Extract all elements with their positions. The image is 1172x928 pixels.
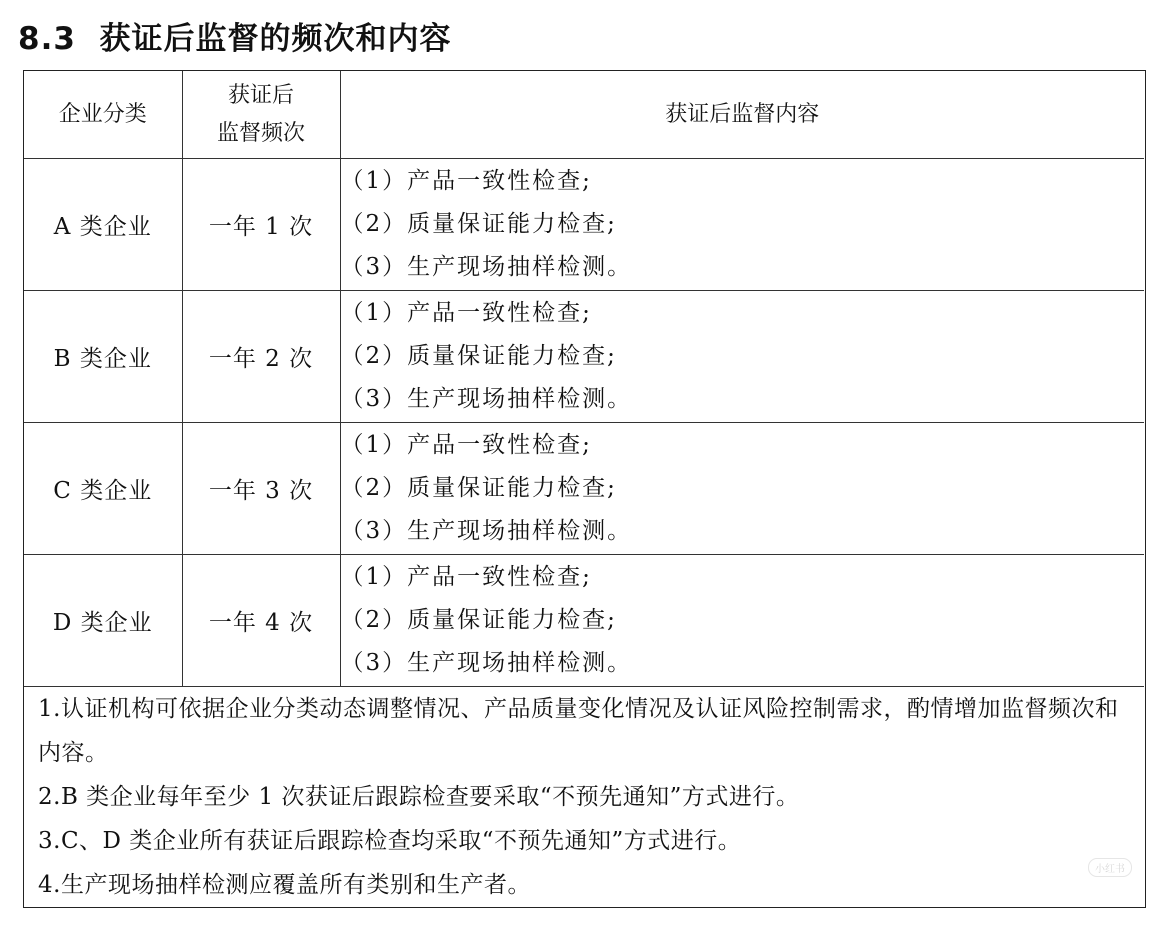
category-cell: D 类企业 — [24, 555, 182, 687]
category-cell: A 类企业 — [24, 159, 182, 291]
content-item: （3）生产现场抽样检测。 — [340, 650, 633, 676]
table-header-row — [24, 71, 1144, 159]
content-item: （2）质量保证能力检查; — [340, 475, 617, 501]
header-frequency-line1: 获证后 — [227, 82, 294, 108]
notes-section — [24, 687, 1144, 907]
note-1: 1.认证机构可依据企业分类动态调整情况、产品质量变化情况及认证风险控制需求，酌情增加监督频次和内容。 — [38, 696, 1119, 766]
frequency-cell: 一年 2 次 — [182, 291, 340, 423]
supervision-table — [24, 71, 1144, 687]
content-item: （2）质量保证能力检查; — [340, 607, 617, 633]
content-item: （3）生产现场抽样检测。 — [340, 518, 633, 544]
frequency-cell: 一年 1 次 — [182, 159, 340, 291]
watermark-logo: 小红书 — [1088, 858, 1132, 877]
content-item: （1）产品一致性检查; — [340, 168, 592, 194]
category-cell: C 类企业 — [24, 423, 182, 555]
table-row — [24, 159, 1144, 291]
header-frequency-line2: 监督频次 — [216, 120, 305, 146]
content-item: （1）产品一致性检查; — [340, 300, 592, 326]
content-cell — [340, 291, 1144, 423]
content-item: （1）产品一致性检查; — [340, 432, 592, 458]
frequency-cell: 一年 4 次 — [182, 555, 340, 687]
content-item: （3）生产现场抽样检测。 — [340, 254, 633, 280]
content-cell — [340, 423, 1144, 555]
supervision-table-frame — [23, 70, 1146, 908]
content-item: （2）质量保证能力检查; — [340, 211, 617, 237]
content-item: （2）质量保证能力检查; — [340, 343, 617, 369]
section-heading — [18, 14, 452, 64]
content-item: （1）产品一致性检查; — [340, 564, 592, 590]
header-content: 获证后监督内容 — [340, 71, 1144, 159]
note-3: 3.C、D 类企业所有获证后跟踪检查均采取“不预先通知”方式进行。 — [38, 828, 742, 854]
content-item: （3）生产现场抽样检测。 — [340, 386, 633, 412]
category-cell: B 类企业 — [24, 291, 182, 423]
header-frequency — [182, 71, 340, 159]
table-row — [24, 291, 1144, 423]
content-cell — [340, 555, 1144, 687]
table-row — [24, 423, 1144, 555]
section-number: 8.3 — [18, 21, 76, 57]
note-2: 2.B 类企业每年至少 1 次获证后跟踪检查要采取“不预先通知”方式进行。 — [38, 784, 800, 810]
content-cell — [340, 159, 1144, 291]
frequency-cell: 一年 3 次 — [182, 423, 340, 555]
header-category: 企业分类 — [24, 71, 182, 159]
note-4: 4.生产现场抽样检测应覆盖所有类别和生产者。 — [38, 872, 531, 898]
section-title: 获证后监督的频次和内容 — [99, 21, 452, 57]
table-row — [24, 555, 1144, 687]
